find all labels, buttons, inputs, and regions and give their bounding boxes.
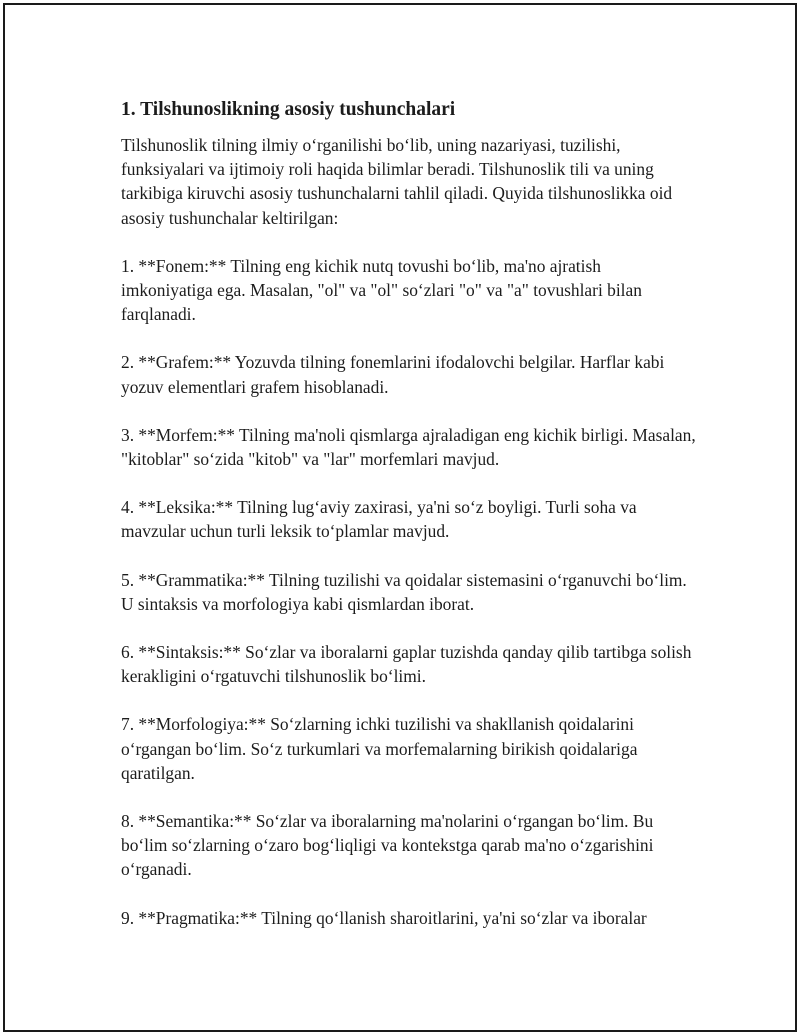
list-item-morfologiya: 7. **Morfologiya:** So‘zlarning ichki tuzilishi va shakllanish qoidalarini o‘rgangan bo‘lim. So‘z turkumlari va morfemalarning birikish qoidalariga qaratilgan. xyxy=(121,714,638,783)
list-item-pragmatika: 9. **Pragmatika:** Tilning qo‘llanish sharoitlarini, ya'ni so‘zlar va iboralar xyxy=(121,907,647,928)
list-item-morfem: 3. **Morfem:** Tilning ma'noli qismlarga ajraladigan eng kichik birligi. Masalan, "kitoblar" so‘zida "kitob" va "lar" morfemlari mavjud. xyxy=(121,424,696,470)
intro-paragraph: Tilshunoslik tilning ilmiy o‘rganilishi bo‘lib, uning nazariyasi, tuzilishi, funksiyalari va ijtimoiy roli haqida bilimlar beradi. Tilshunoslik tili va uning tarkibiga kiruvchi asosiy tushunchalarni tahlil qiladi. Quyida tilshunoslikka oid asosiy tushunchalar keltirilgan: xyxy=(121,135,673,228)
list-item-grammatika: 5. **Grammatika:** Tilning tuzilishi va qoidalar sistemasini o‘rganuvchi bo‘lim. U sintaksis va morfologiya kabi qismlardan iborat. xyxy=(121,569,687,614)
document-body xyxy=(121,95,697,954)
list-item-grafem: 2. **Grafem:** Yozuvda tilning fonemlarini ifodalovchi belgilar. Harflar kabi yozuv elementlari grafem hisoblanadi. xyxy=(121,352,665,397)
document-page xyxy=(3,3,797,1032)
list-item-sintaksis: 6. **Sintaksis:** So‘zlar va iboralarni gaplar tuzishda qanday qilib tartibga solish kerakligini o‘rgatuvchi tilshunoslik bo‘limi. xyxy=(121,642,692,687)
list-item-leksika: 4. **Leksika:** Tilning lug‘aviy zaxirasi, ya'ni so‘z boyligi. Turli soha va mavzular uchun turli leksik to‘plamlar mavjud. xyxy=(121,497,637,542)
list-item-fonem: 1. **Fonem:** Tilning eng kichik nutq tovushi bo‘lib, ma'no ajratish imkoniyatiga ega. Masalan, "ol" va "ol" so‘zlari "o" va "a" tovushlari bilan farqlanadi. xyxy=(121,255,642,325)
list-item-semantika: 8. **Semantika:** So‘zlar va iboralarning ma'nolarini o‘rgangan bo‘lim. Bu bo‘lim so‘zlarning o‘zaro bog‘liqligi va kontekstga qarab ma'no o‘zgarishini o‘rganadi. xyxy=(121,811,654,880)
section-heading: 1. Tilshunoslikning asosiy tushunchalari xyxy=(121,99,456,120)
